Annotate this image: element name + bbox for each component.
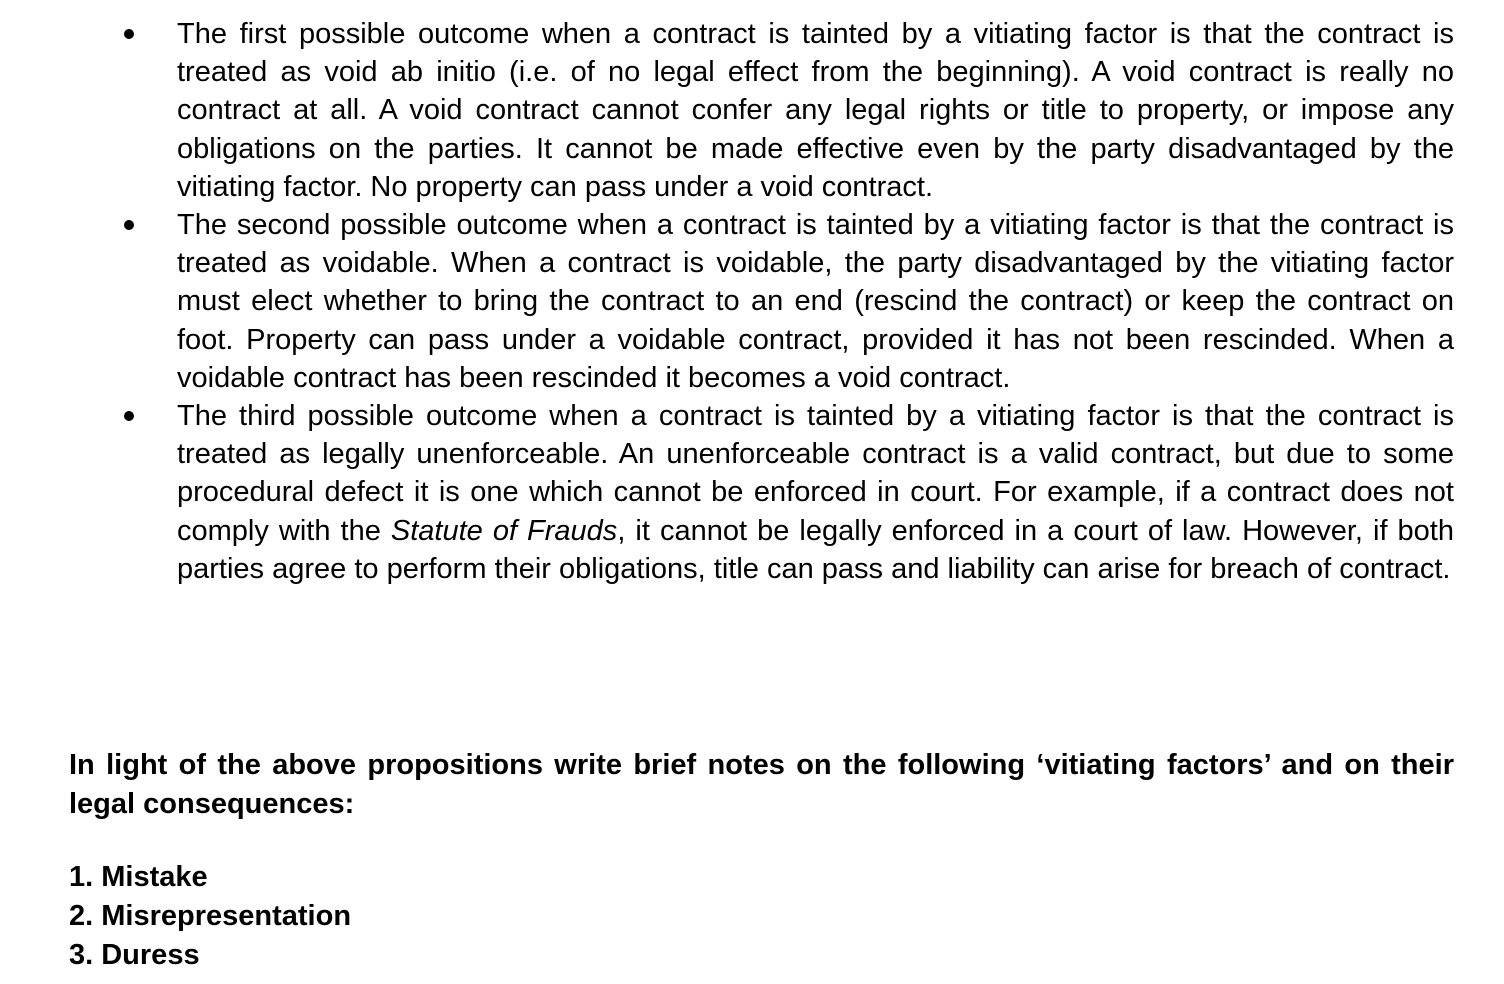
instruction-heading: In light of the above propositions write brief notes on the following ‘vitiating factors’ and on their legal consequences: — [69, 749, 1454, 820]
outcome-void — [0, 15, 1504, 206]
bullet-icon — [124, 29, 134, 39]
outcome-unenforceable-text-end: , it cannot be legally enforced in a court of law. However, if both parties agree to perform their obligations, title can pass and liability can arise for breach of contract. — [177, 514, 1454, 585]
outcome-voidable — [0, 206, 1504, 397]
topic-duress: 3. Duress — [69, 939, 200, 971]
topic-misrepresentation: 2. Misrepresentation — [69, 900, 352, 932]
outcome-voidable-text: The second possible outcome when a contract is tainted by a vitiating factor is that the contract is treated as voidable. When a contract is voidable, the party disadvantaged by the vitiating factor must elect whether to bring the contract to an end (rescind the contract) or keep the contract on foot. Property can pass under a voidable contract, provided it has not been rescinded. When a voidable contract has been rescinded it becomes a void contract. — [177, 209, 1454, 394]
outcome-unenforceable — [0, 397, 1504, 588]
outcome-void-text: The first possible outcome when a contract is tainted by a vitiating factor is that the contract is treated as void ab initio (i.e. of no legal effect from the beginning). A void contract is really no contract at all. A void contract cannot confer any legal rights or title to property, or impose any obligations on the parties. It cannot be made effective even by the party disadvantaged by the vitiating factor. No property can pass under a void contract. — [177, 18, 1454, 203]
outcome-unenforceable-text-start: The third possible outcome when a contract is tainted by a vitiating factor is that the contract is treated as legally unenforceable. An unenforceable contract is a valid contract, but due to some procedural defect it is one which cannot be enforced in court. For example, if a contract does not comply with the — [177, 400, 1454, 547]
outcomes-list — [0, 15, 1504, 588]
bullet-icon — [124, 411, 134, 421]
topic-mistake: 1. Mistake — [69, 861, 208, 893]
topics-list — [69, 858, 351, 975]
bullet-icon — [124, 220, 134, 230]
statute-title: Statute of Frauds — [390, 514, 618, 547]
